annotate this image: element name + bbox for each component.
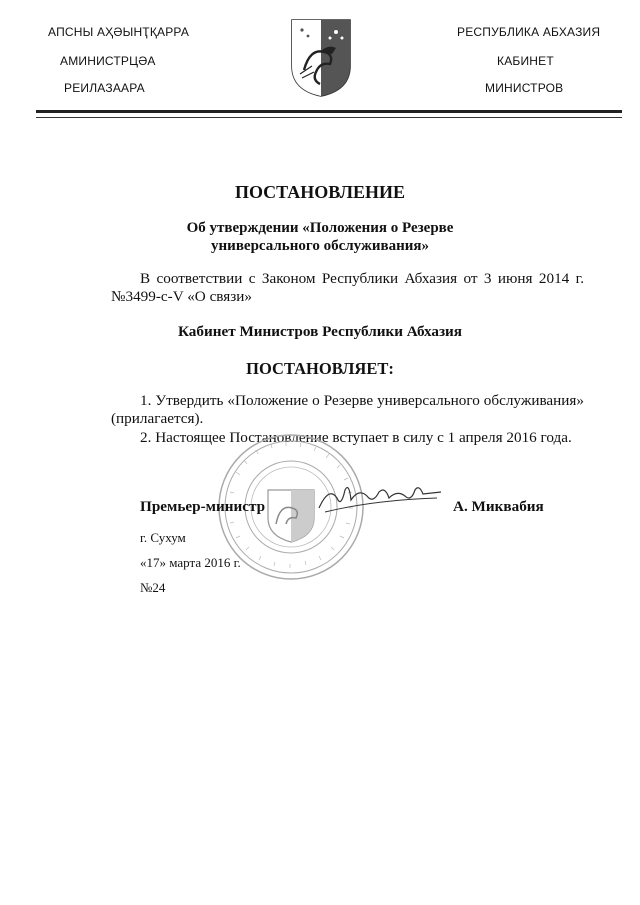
header-left-line2: АМИНИСТРЦӘА (60, 54, 156, 68)
signatory-position: Премьер-министр (140, 498, 266, 515)
item2: 2. Настоящее Постановление вступает в силу с 1 апреля 2016 года. (140, 429, 572, 446)
issue-place: г. Сухум (140, 530, 186, 545)
document-type-title: ПОСТАНОВЛЕНИЕ (234, 182, 406, 202)
issue-date: «17» марта 2016 г. (140, 555, 241, 570)
header-left-line1: АПСНЫ АҲӘЫНҬҚАРРА (48, 25, 190, 39)
subject-line2: универсального обслуживания» (211, 238, 429, 254)
decree-heading: ПОСТАНОВЛЯЕТ: (246, 359, 394, 378)
coat-of-arms-icon (290, 18, 352, 98)
document-number: №24 (140, 580, 166, 595)
signatory-name: А. Миквабия (453, 498, 544, 515)
header-divider-thin (36, 117, 622, 118)
handwritten-signature (315, 478, 445, 518)
header-left-line3: РЕИЛАЗААРА (64, 81, 145, 95)
header-right-line1: РЕСПУБЛИКА АБХАЗИЯ (457, 25, 601, 39)
item1-line2: (прилагается). (111, 410, 204, 427)
header-divider-thick (36, 110, 622, 113)
preamble-line1: В соответствии с Законом Республики Абхазия от 3 июня 2014 г. (140, 270, 584, 287)
subject-line1: Об утверждении «Положения о Резерве (186, 220, 454, 236)
header-right-line3: МИНИСТРОВ (485, 81, 564, 95)
preamble-line2: №3499-с-V «О связи» (111, 288, 252, 305)
header-right-line2: КАБИНЕТ (497, 54, 554, 68)
item1-line1: 1. Утвердить «Положение о Резерве универсального обслуживания» (140, 392, 584, 409)
issuing-authority: Кабинет Министров Республики Абхазия (177, 323, 463, 340)
